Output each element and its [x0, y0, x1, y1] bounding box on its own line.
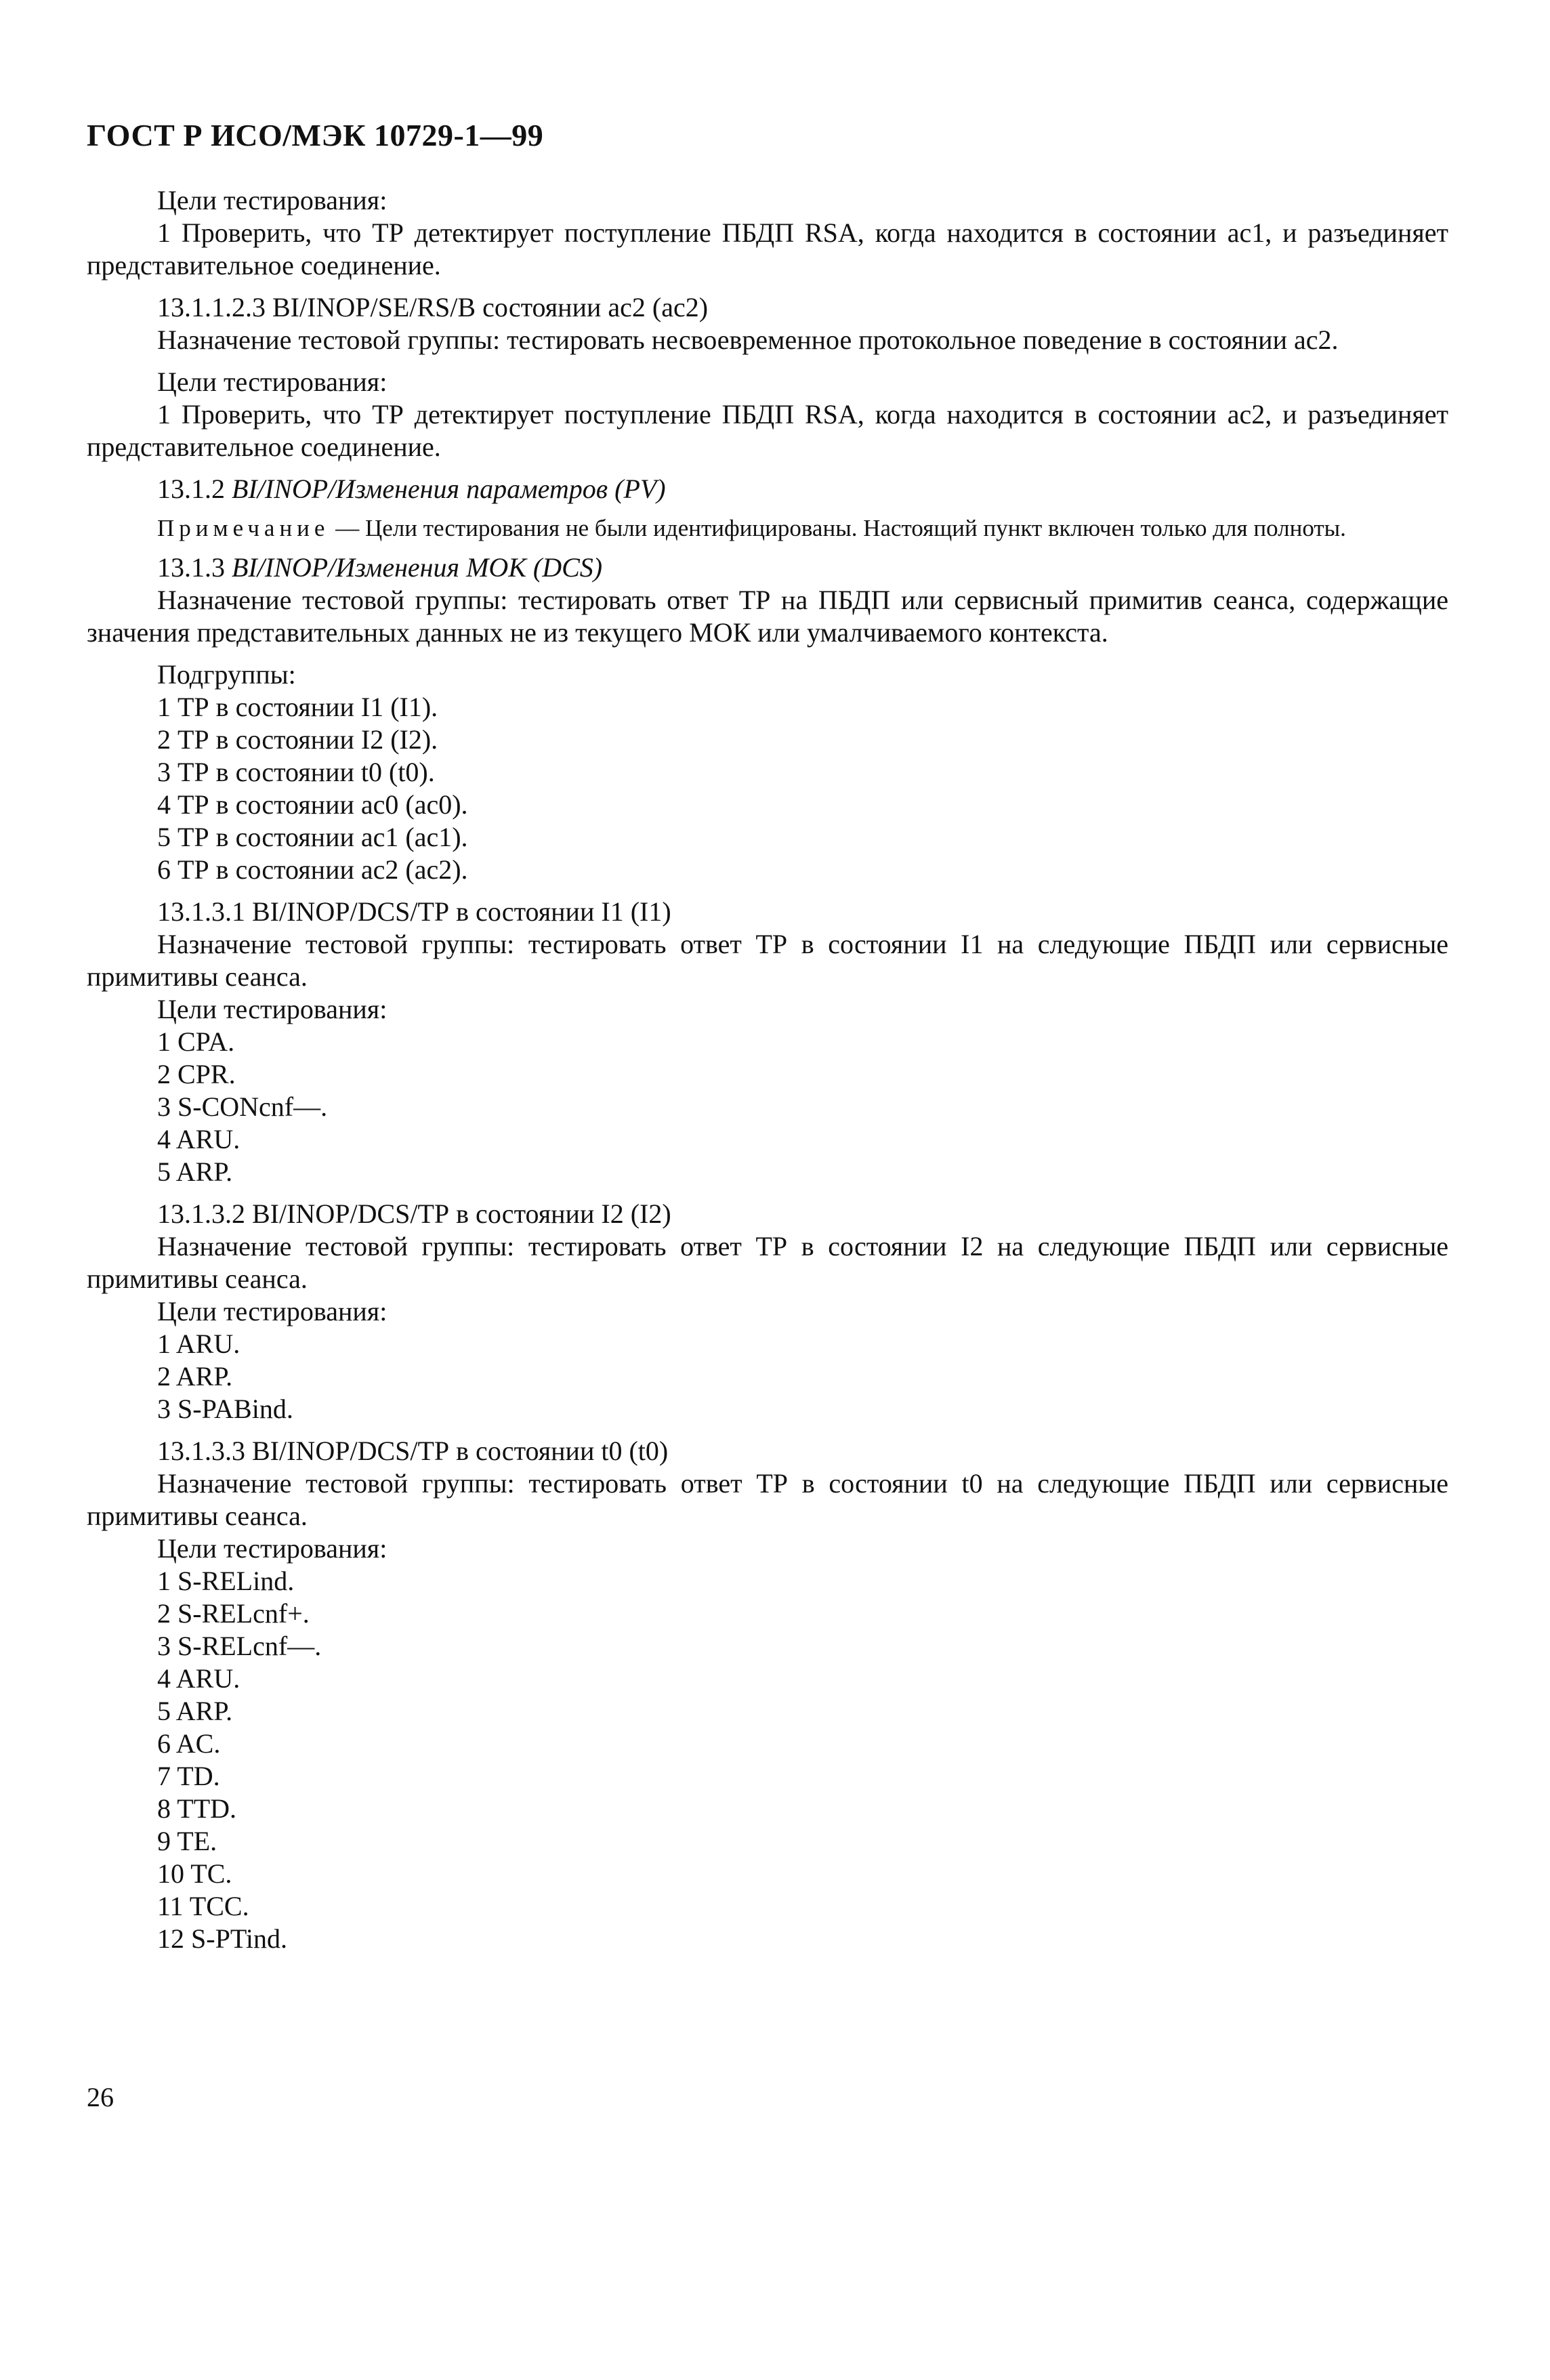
section-heading-13-1-3-1	[87, 896, 1448, 928]
list-item: 10 TC.	[157, 1858, 232, 1889]
section-title: BI/INOP/DCS/ТР в состоянии I2 (I2)	[252, 1198, 671, 1229]
section-title: BI/INOP/SE/RS/В состоянии ac2 (ac2)	[272, 292, 709, 322]
subgroups-label: Подгруппы:	[157, 659, 296, 690]
note-text: — Цели тестирования не были идентифицированы. Настоящий пункт включен только для полноты.	[329, 515, 1346, 541]
list-item: 4 ARU.	[157, 1124, 240, 1154]
list-item: 6 AC.	[157, 1728, 221, 1759]
section-title: BI/INOP/DCS/ТР в состоянии I1 (I1)	[252, 896, 671, 927]
list-item: 4 ТР в состоянии ac0 (ac0).	[157, 789, 468, 820]
list-item: 2 ТР в состоянии I2 (I2).	[157, 724, 438, 755]
list-item: 3 ТР в состоянии t0 (t0).	[157, 757, 435, 787]
section-number: 13.1.3.2	[157, 1198, 245, 1229]
list-item: 1 CPA.	[157, 1026, 235, 1057]
goals-label: Цели тестирования:	[157, 1533, 387, 1564]
section-title: BI/INOP/Изменения МОК (DCS)	[232, 552, 603, 583]
goal-item: 1 Проверить, что ТР детектирует поступление ПБДП RSA, когда находится в состоянии ac2, и разъединяет представительное соединение.	[87, 399, 1448, 462]
list-item: 1 ARU.	[157, 1329, 240, 1359]
list-item: 8 TTD.	[157, 1793, 237, 1824]
page-number: 26	[87, 2082, 114, 2112]
goals-label: Цели тестирования:	[157, 994, 387, 1024]
section-title: BI/INOP/Изменения параметров (PV)	[232, 474, 666, 504]
section-number: 13.1.3.1	[157, 896, 245, 927]
list-item: 1 ТР в состоянии I1 (I1).	[157, 692, 438, 722]
section-number: 13.1.2	[157, 474, 225, 504]
list-item: 2 ARP.	[157, 1361, 233, 1392]
goals-label: Цели тестирования:	[157, 185, 387, 215]
section-heading-13-1-2	[87, 473, 1448, 505]
section-heading-13-1-1-2-3	[87, 291, 1448, 324]
document-page	[87, 115, 1448, 1955]
list-item: 12 S-PTind.	[157, 1923, 287, 1954]
section-purpose: Назначение тестовой группы: тестировать ответ ТР в состоянии I1 на следующие ПБДП или сервисные примитивы сеанса.	[87, 929, 1448, 992]
section-title: BI/INOP/DCS/ТР в состоянии t0 (t0)	[252, 1436, 669, 1466]
list-item: 5 ARP.	[157, 1696, 233, 1726]
section-purpose: Назначение тестовой группы: тестировать несвоевременное протокольное поведение в состоянии ac2.	[157, 325, 1339, 355]
section-purpose: Назначение тестовой группы: тестировать ответ ТР на ПБДП или сервисный примитив сеанса, содержащие значения представительных данных не из текущего МОК или умалчиваемого контекста.	[87, 585, 1448, 648]
list-item: 1 S-RELind.	[157, 1566, 295, 1596]
section-number: 13.1.1.2.3	[157, 292, 266, 322]
list-item: 3 S-PABind.	[157, 1394, 293, 1424]
document-header: ГОСТ Р ИСО/МЭК 10729-1—99	[87, 118, 544, 152]
list-item: 6 ТР в состоянии ac2 (ac2).	[157, 854, 468, 885]
note-label: Примечание	[157, 515, 330, 541]
list-item: 2 S-RELcnf+.	[157, 1598, 310, 1629]
list-item: 5 ARP.	[157, 1156, 233, 1187]
list-item: 3 S-RELcnf—.	[157, 1631, 322, 1661]
list-item: 9 TE.	[157, 1826, 217, 1856]
section-purpose: Назначение тестовой группы: тестировать ответ ТР в состоянии I2 на следующие ПБДП или сервисные примитивы сеанса.	[87, 1231, 1448, 1294]
goal-item: 1 Проверить, что ТР детектирует поступление ПБДП RSA, когда находится в состоянии ac1, и разъединяет представительное соединение.	[87, 217, 1448, 280]
list-item: 5 ТР в состоянии ac1 (ac1).	[157, 822, 468, 852]
section-number: 13.1.3	[157, 552, 225, 583]
section-number: 13.1.3.3	[157, 1436, 245, 1466]
list-item: 7 TD.	[157, 1761, 220, 1791]
section-heading-13-1-3	[87, 551, 1448, 584]
goals-label: Цели тестирования:	[157, 367, 387, 397]
note-paragraph	[87, 515, 1448, 542]
goals-label: Цели тестирования:	[157, 1296, 387, 1327]
section-heading-13-1-3-3	[87, 1435, 1448, 1467]
section-heading-13-1-3-2	[87, 1198, 1448, 1230]
list-item: 3 S-CONcnf—.	[157, 1091, 328, 1122]
list-item: 2 CPR.	[157, 1059, 236, 1089]
list-item: 4 ARU.	[157, 1663, 240, 1694]
list-item: 11 TCC.	[157, 1891, 249, 1921]
section-purpose: Назначение тестовой группы: тестировать ответ ТР в состоянии t0 на следующие ПБДП или сервисные примитивы сеанса.	[87, 1468, 1448, 1531]
